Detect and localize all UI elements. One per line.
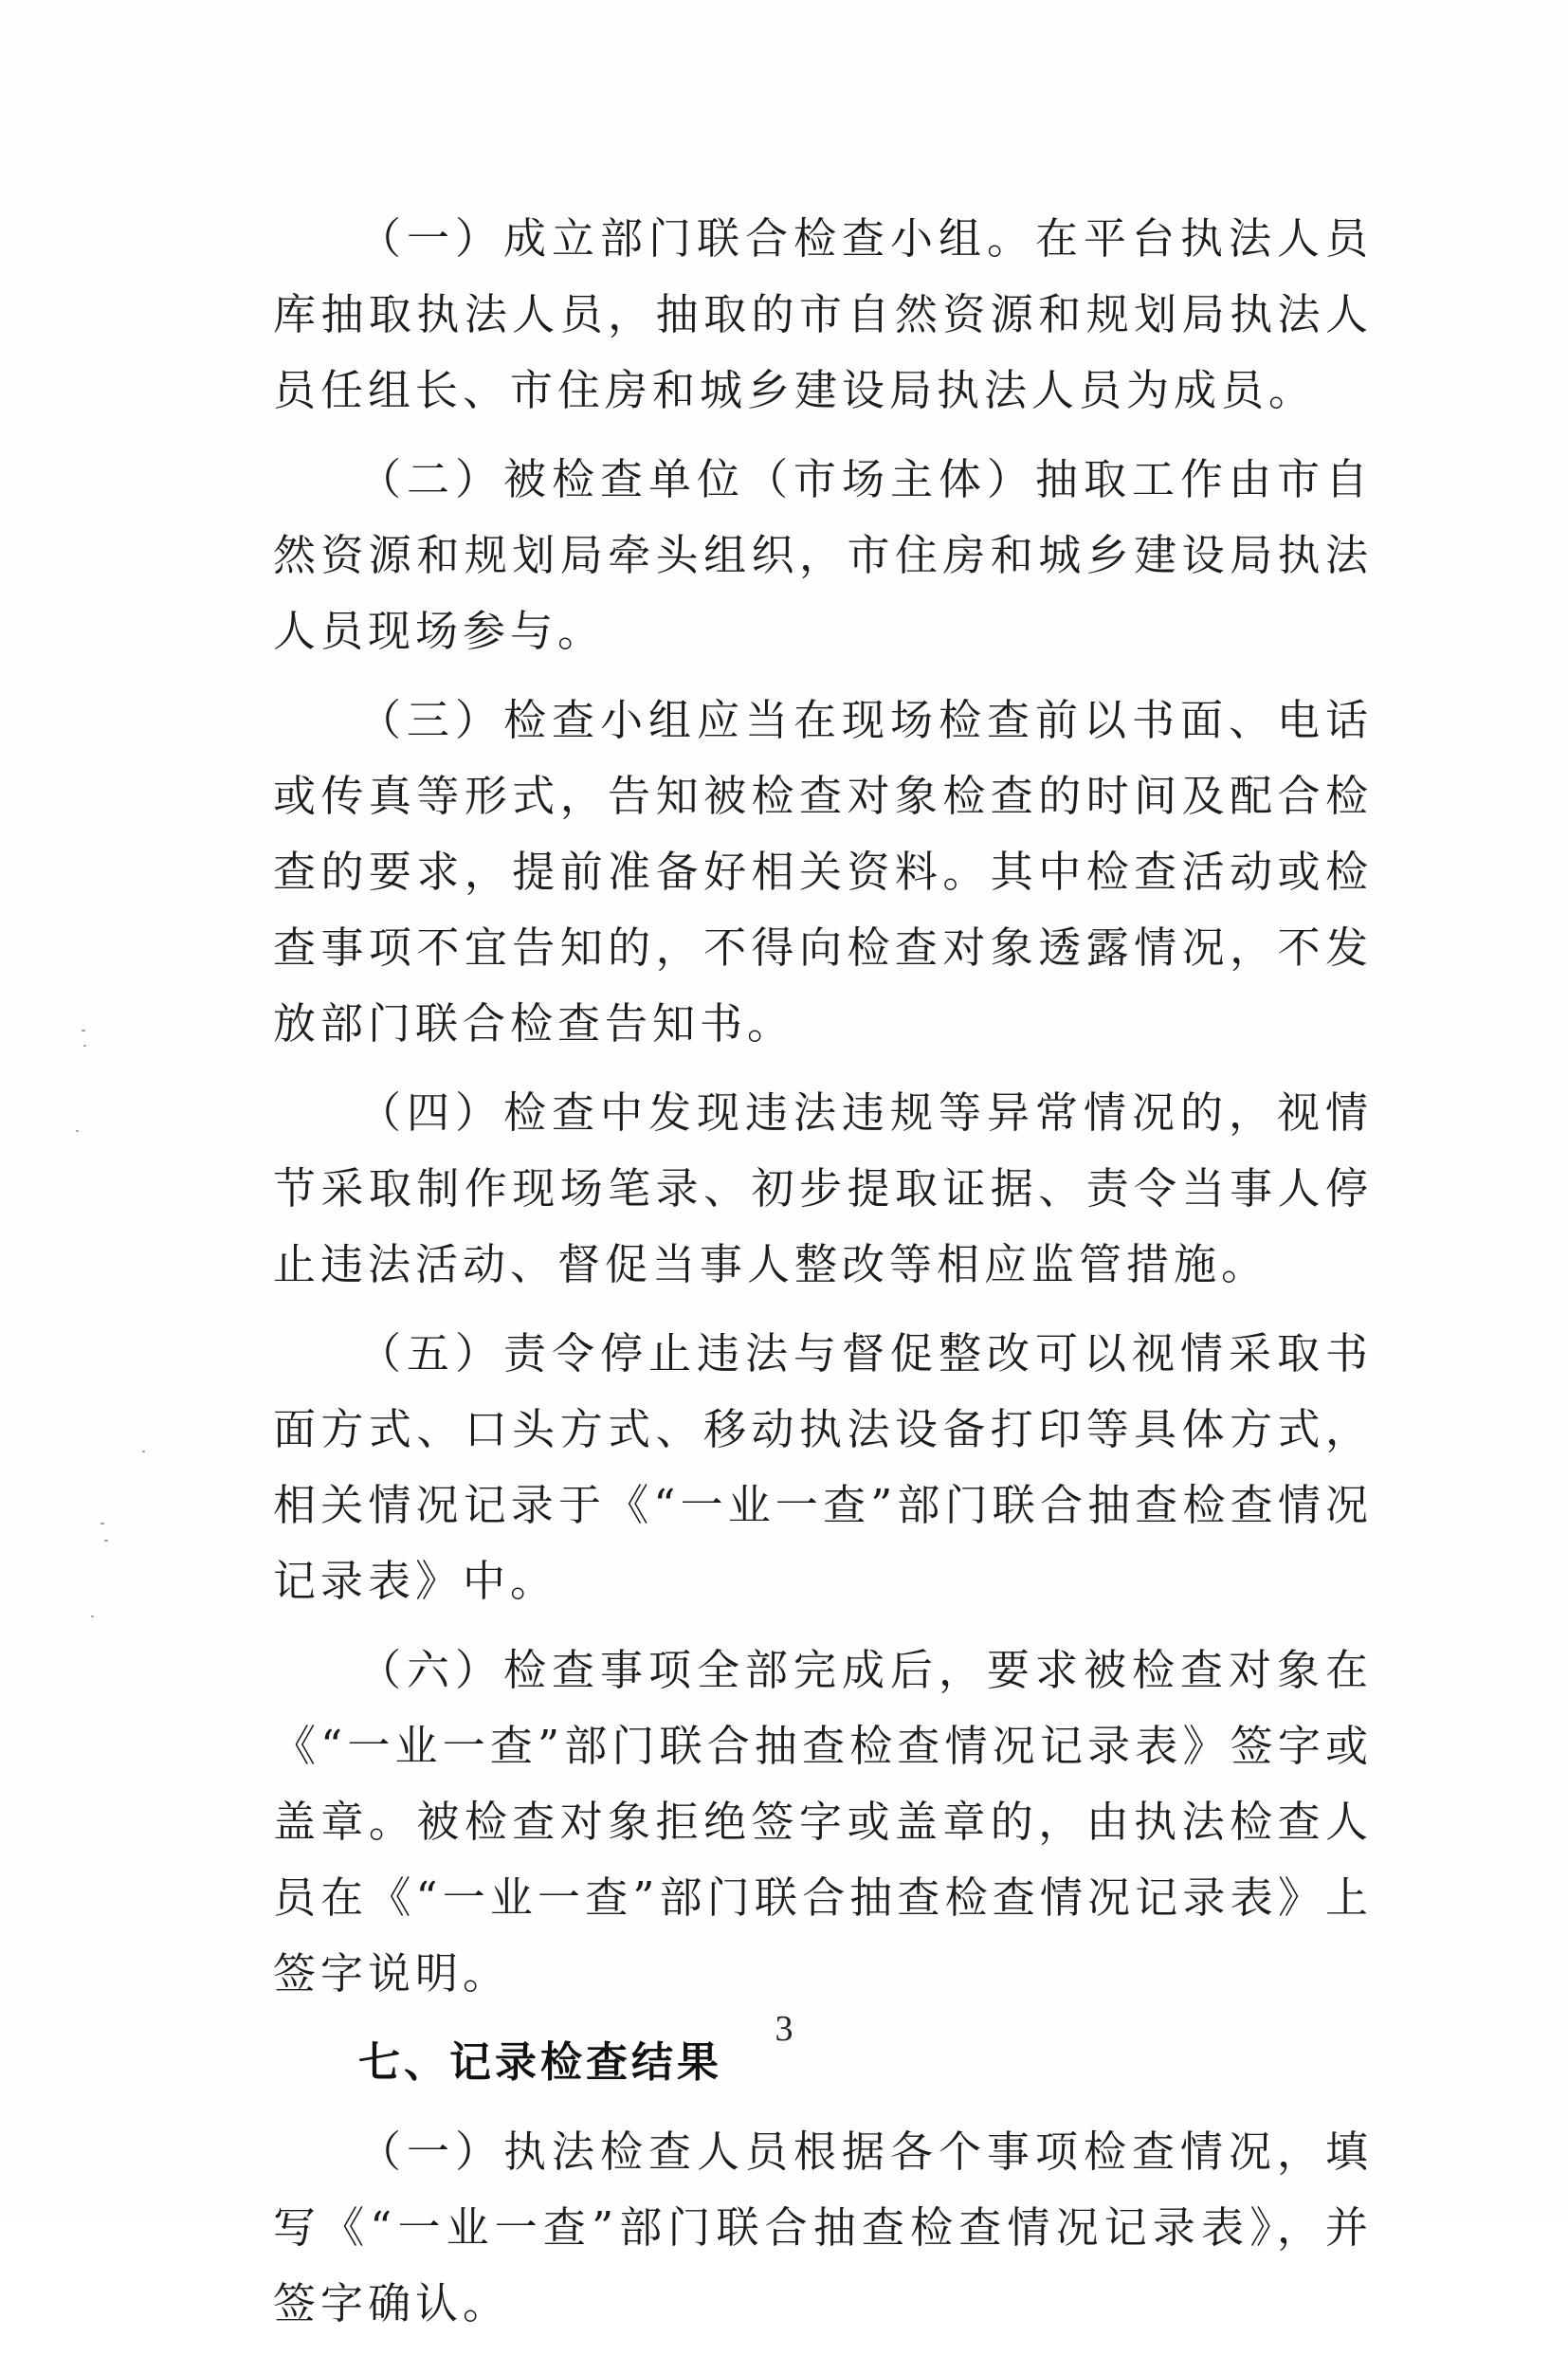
paragraph-5: （五）责令停止违法与督促整改可以视情采取书面方式、口头方式、移动执法设备打印等具体方式，相关情况记录于《“一业一查”部门联合抽查检查情况记录表》中。 (273, 1328, 1373, 1606)
scan-speck (83, 1045, 86, 1047)
paragraph-3: （三）检查小组应当在现场检查前以书面、电话或传真等形式，告知被检查对象检查的时间及配合检查的要求，提前准备好相关资料。其中检查活动或检查事项不宜告知的，不得向检查对象透露情况，不发放部门联合检查告知书。 (273, 695, 1373, 1049)
paragraph-6: （六）检查事项全部完成后，要求被检查对象在《“一业一查”部门联合抽查检查情况记录表》签字或盖章。被检查对象拒绝签字或盖章的，由执法检查人员在《“一业一查”部门联合抽查检查情况记录表》上签字说明。 (273, 1645, 1373, 1999)
section-heading: 七、记录检查结果 (358, 2038, 722, 2087)
scan-speck (76, 1130, 79, 1132)
scan-speck (142, 1451, 145, 1452)
section-paragraph-1: （一）执法检查人员根据各个事项检查情况，填写《“一业一查”部门联合抽查检查情况记录表》，并签字确认。 (273, 2127, 1373, 2328)
scan-speck (91, 1616, 94, 1617)
scan-speck (100, 1523, 104, 1524)
paragraph-2: （二）被检查单位（市场主体）抽取工作由市自然资源和规划局牵头组织，市住房和城乡建设局执法人员现场参与。 (273, 454, 1373, 656)
paragraph-1: （一）成立部门联合检查小组。在平台执法人员库抽取执法人员，抽取的市自然资源和规划局执法人员任组长、市住房和城乡建设局执法人员为成员。 (273, 213, 1373, 415)
scan-speck (82, 1030, 85, 1031)
scan-speck (104, 1540, 108, 1542)
paragraph-4: （四）检查中发现违法违规等异常情况的，视情节采取制作现场笔录、初步提取证据、责令当事人停止违法活动、督促当事人整改等相应监管措施。 (273, 1087, 1373, 1289)
page-number: 3 (775, 2009, 793, 2049)
